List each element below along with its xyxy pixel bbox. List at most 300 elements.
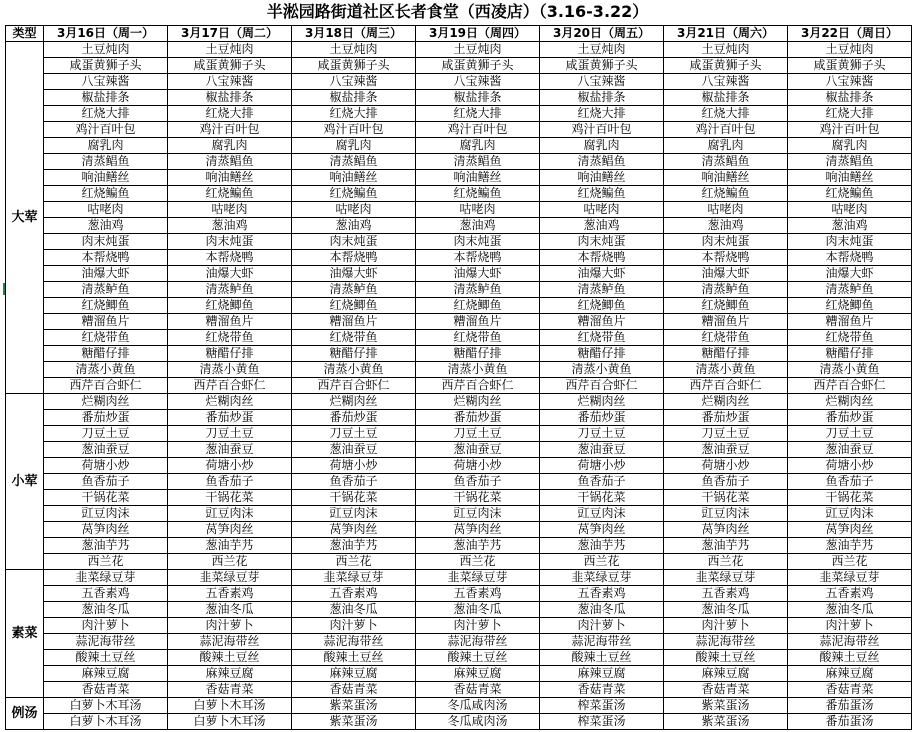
dish-cell: 清蒸鲈鱼 [416, 282, 540, 298]
dish-cell: 八宝辣酱 [416, 74, 540, 90]
dish-cell: 咕咾肉 [664, 202, 788, 218]
category-minor-meat: 小荤 [6, 394, 44, 570]
dish-cell: 糖醋仔排 [168, 346, 292, 362]
dish-cell: 莴笋肉丝 [292, 522, 416, 538]
dish-cell: 韭菜绿豆芽 [540, 570, 664, 586]
table-row [6, 522, 912, 538]
dish-cell: 刀豆土豆 [168, 426, 292, 442]
dish-cell: 咕咾肉 [416, 202, 540, 218]
dish-cell: 葱油冬瓜 [168, 602, 292, 618]
dish-cell: 葱油芋艿 [664, 538, 788, 554]
dish-cell: 肉汁萝卜 [44, 618, 168, 634]
dish-cell: 红烧带鱼 [788, 330, 912, 346]
dish-cell: 番茄炒蛋 [44, 410, 168, 426]
dish-cell: 红烧鳊鱼 [292, 186, 416, 202]
dish-cell: 红烧鳊鱼 [44, 186, 168, 202]
dish-cell: 荷塘小炒 [788, 458, 912, 474]
dish-cell: 番茄蛋汤 [788, 698, 912, 714]
dish-cell: 荷塘小炒 [416, 458, 540, 474]
table-row [6, 106, 912, 122]
table-row [6, 634, 912, 650]
dish-cell: 葱油鸡 [292, 218, 416, 234]
dish-cell: 土豆炖肉 [540, 42, 664, 58]
day-header: 3月17日（周二） [168, 26, 292, 42]
dish-cell: 葱油鸡 [168, 218, 292, 234]
dish-cell: 红烧带鱼 [44, 330, 168, 346]
dish-cell: 西芹百合虾仁 [664, 378, 788, 394]
dish-cell: 冬瓜咸肉汤 [416, 698, 540, 714]
dish-cell: 葱油冬瓜 [416, 602, 540, 618]
dish-cell: 清蒸小黄鱼 [664, 362, 788, 378]
dish-cell: 本帮烧鸭 [664, 250, 788, 266]
dish-cell: 五香素鸡 [416, 586, 540, 602]
dish-cell: 五香素鸡 [292, 586, 416, 602]
dish-cell: 干锅花菜 [168, 490, 292, 506]
dish-cell: 葱油芋艿 [292, 538, 416, 554]
dish-cell: 烂糊肉丝 [540, 394, 664, 410]
dish-cell: 葱油芋艿 [540, 538, 664, 554]
table-row [6, 314, 912, 330]
dish-cell: 红烧鲫鱼 [44, 298, 168, 314]
dish-cell: 紫菜蛋汤 [292, 714, 416, 730]
dish-cell: 五香素鸡 [788, 586, 912, 602]
dish-cell: 清蒸小黄鱼 [788, 362, 912, 378]
dish-cell: 肉末炖蛋 [664, 234, 788, 250]
dish-cell: 糟溜鱼片 [416, 314, 540, 330]
day-header: 3月19日（周四） [416, 26, 540, 42]
dish-cell: 西兰花 [664, 554, 788, 570]
dish-cell: 刀豆土豆 [664, 426, 788, 442]
dish-cell: 响油鳝丝 [292, 170, 416, 186]
table-row [6, 682, 912, 698]
dish-cell: 鸡汁百叶包 [788, 122, 912, 138]
dish-cell: 酸辣土豆丝 [168, 650, 292, 666]
dish-cell: 荷塘小炒 [44, 458, 168, 474]
dish-cell: 本帮烧鸭 [540, 250, 664, 266]
dish-cell: 白萝卜木耳汤 [44, 698, 168, 714]
dish-cell: 清蒸鲳鱼 [788, 154, 912, 170]
dish-cell: 红烧带鱼 [540, 330, 664, 346]
category-main-meat: 大荤 [6, 42, 44, 394]
dish-cell: 清蒸小黄鱼 [292, 362, 416, 378]
dish-cell: 油爆大虾 [540, 266, 664, 282]
dish-cell: 红烧带鱼 [416, 330, 540, 346]
table-row [6, 538, 912, 554]
dish-cell: 腐乳肉 [292, 138, 416, 154]
dish-cell: 清蒸小黄鱼 [540, 362, 664, 378]
dish-cell: 油爆大虾 [416, 266, 540, 282]
page-title: 半淞园路街道社区长者食堂（西凌店）（3.16-3.22） [266, 2, 649, 21]
dish-cell: 干锅花菜 [416, 490, 540, 506]
dish-cell: 葱油芋艿 [416, 538, 540, 554]
table-row [6, 490, 912, 506]
dish-cell: 八宝辣酱 [664, 74, 788, 90]
header-row [6, 26, 912, 42]
dish-cell: 咕咾肉 [44, 202, 168, 218]
dish-cell: 烂糊肉丝 [44, 394, 168, 410]
dish-cell: 鸡汁百叶包 [168, 122, 292, 138]
table-row [6, 138, 912, 154]
dish-cell: 麻辣豆腐 [788, 666, 912, 682]
dish-cell: 莴笋肉丝 [416, 522, 540, 538]
dish-cell: 本帮烧鸭 [416, 250, 540, 266]
dish-cell: 肉汁萝卜 [292, 618, 416, 634]
table-row [6, 570, 912, 586]
dish-cell: 红烧鲫鱼 [788, 298, 912, 314]
dish-cell: 红烧鳊鱼 [788, 186, 912, 202]
dish-cell: 葱油芋艿 [788, 538, 912, 554]
dish-cell: 鸡汁百叶包 [44, 122, 168, 138]
dish-cell: 蒜泥海带丝 [416, 634, 540, 650]
dish-cell: 酸辣土豆丝 [44, 650, 168, 666]
table-row [6, 714, 912, 730]
dish-cell: 椒盐排条 [168, 90, 292, 106]
dish-cell: 土豆炖肉 [44, 42, 168, 58]
table-row [6, 202, 912, 218]
table-row [6, 282, 912, 298]
dish-cell: 西兰花 [292, 554, 416, 570]
dish-cell: 西兰花 [416, 554, 540, 570]
dish-cell: 清蒸鲈鱼 [168, 282, 292, 298]
day-header: 3月22日（周日） [788, 26, 912, 42]
dish-cell: 葱油冬瓜 [788, 602, 912, 618]
dish-cell: 清蒸鲈鱼 [44, 282, 168, 298]
dish-cell: 蒜泥海带丝 [292, 634, 416, 650]
dish-cell: 五香素鸡 [540, 586, 664, 602]
dish-cell: 红烧大排 [44, 106, 168, 122]
dish-cell: 白萝卜木耳汤 [168, 714, 292, 730]
dish-cell: 土豆炖肉 [292, 42, 416, 58]
dish-cell: 糟溜鱼片 [788, 314, 912, 330]
dish-cell: 油爆大虾 [168, 266, 292, 282]
dish-cell: 红烧带鱼 [292, 330, 416, 346]
table-row [6, 250, 912, 266]
dish-cell: 八宝辣酱 [168, 74, 292, 90]
dish-cell: 红烧鲫鱼 [664, 298, 788, 314]
dish-cell: 蒜泥海带丝 [44, 634, 168, 650]
dish-cell: 香菇青菜 [168, 682, 292, 698]
dish-cell: 椒盐排条 [540, 90, 664, 106]
dish-cell: 肉汁萝卜 [540, 618, 664, 634]
dish-cell: 西芹百合虾仁 [168, 378, 292, 394]
dish-cell: 酸辣土豆丝 [664, 650, 788, 666]
dish-cell: 红烧鳊鱼 [168, 186, 292, 202]
dish-cell: 番茄炒蛋 [292, 410, 416, 426]
dish-cell: 麻辣豆腐 [44, 666, 168, 682]
table-row [6, 618, 912, 634]
dish-cell: 椒盐排条 [44, 90, 168, 106]
dish-cell: 糟溜鱼片 [44, 314, 168, 330]
dish-cell: 咕咾肉 [168, 202, 292, 218]
dish-cell: 油爆大虾 [44, 266, 168, 282]
dish-cell: 干锅花菜 [664, 490, 788, 506]
dish-cell: 葱油蚕豆 [416, 442, 540, 458]
dish-cell: 糖醋仔排 [664, 346, 788, 362]
dish-cell: 鸡汁百叶包 [664, 122, 788, 138]
table-row [6, 442, 912, 458]
dish-cell: 本帮烧鸭 [788, 250, 912, 266]
dish-cell: 葱油蚕豆 [540, 442, 664, 458]
table-row [6, 170, 912, 186]
dish-cell: 五香素鸡 [44, 586, 168, 602]
dish-cell: 豇豆肉沫 [292, 506, 416, 522]
dish-cell: 香菇青菜 [788, 682, 912, 698]
table-row [6, 378, 912, 394]
table-row [6, 666, 912, 682]
dish-cell: 鱼香茄子 [292, 474, 416, 490]
dish-cell: 紫菜蛋汤 [664, 698, 788, 714]
day-header: 3月21日（周六） [664, 26, 788, 42]
dish-cell: 肉末炖蛋 [416, 234, 540, 250]
dish-cell: 韭菜绿豆芽 [664, 570, 788, 586]
dish-cell: 本帮烧鸭 [44, 250, 168, 266]
dish-cell: 红烧大排 [788, 106, 912, 122]
dish-cell: 油爆大虾 [788, 266, 912, 282]
dish-cell: 咸蛋黄狮子头 [416, 58, 540, 74]
dish-cell: 响油鳝丝 [540, 170, 664, 186]
dish-cell: 葱油冬瓜 [664, 602, 788, 618]
dish-cell: 荷塘小炒 [168, 458, 292, 474]
dish-cell: 葱油冬瓜 [292, 602, 416, 618]
dish-cell: 清蒸小黄鱼 [416, 362, 540, 378]
table-row [6, 346, 912, 362]
dish-cell: 西兰花 [44, 554, 168, 570]
dish-cell: 西兰花 [540, 554, 664, 570]
dish-cell: 豇豆肉沫 [540, 506, 664, 522]
dish-cell: 葱油鸡 [44, 218, 168, 234]
dish-cell: 红烧带鱼 [664, 330, 788, 346]
dish-cell: 番茄炒蛋 [540, 410, 664, 426]
dish-cell: 豇豆肉沫 [788, 506, 912, 522]
day-header: 3月20日（周五） [540, 26, 664, 42]
dish-cell: 腐乳肉 [44, 138, 168, 154]
dish-cell: 清蒸小黄鱼 [44, 362, 168, 378]
dish-cell: 糖醋仔排 [788, 346, 912, 362]
dish-cell: 糟溜鱼片 [292, 314, 416, 330]
dish-cell: 麻辣豆腐 [664, 666, 788, 682]
dish-cell: 红烧鲫鱼 [540, 298, 664, 314]
dish-cell: 豇豆肉沫 [168, 506, 292, 522]
dish-cell: 土豆炖肉 [168, 42, 292, 58]
table-row [6, 42, 912, 58]
dish-cell: 鸡汁百叶包 [416, 122, 540, 138]
dish-cell: 葱油蚕豆 [664, 442, 788, 458]
dish-cell: 莴笋肉丝 [788, 522, 912, 538]
dish-cell: 椒盐排条 [416, 90, 540, 106]
dish-cell: 红烧鲫鱼 [168, 298, 292, 314]
table-row [6, 58, 912, 74]
dish-cell: 葱油鸡 [788, 218, 912, 234]
table-row [6, 394, 912, 410]
dish-cell: 西芹百合虾仁 [292, 378, 416, 394]
dish-cell: 咸蛋黄狮子头 [788, 58, 912, 74]
dish-cell: 烂糊肉丝 [292, 394, 416, 410]
day-header: 3月16日（周一） [44, 26, 168, 42]
dish-cell: 西芹百合虾仁 [540, 378, 664, 394]
dish-cell: 椒盐排条 [292, 90, 416, 106]
dish-cell: 韭菜绿豆芽 [168, 570, 292, 586]
dish-cell: 响油鳝丝 [416, 170, 540, 186]
dish-cell: 腐乳肉 [664, 138, 788, 154]
dish-cell: 糖醋仔排 [292, 346, 416, 362]
dish-cell: 八宝辣酱 [44, 74, 168, 90]
dish-cell: 咸蛋黄狮子头 [168, 58, 292, 74]
table-row [6, 122, 912, 138]
dish-cell: 香菇青菜 [416, 682, 540, 698]
dish-cell: 红烧大排 [292, 106, 416, 122]
dish-cell: 清蒸鲳鱼 [416, 154, 540, 170]
dish-cell: 刀豆土豆 [292, 426, 416, 442]
dish-cell: 烂糊肉丝 [788, 394, 912, 410]
dish-cell: 麻辣豆腐 [168, 666, 292, 682]
dish-cell: 干锅花菜 [540, 490, 664, 506]
dish-cell: 清蒸鲈鱼 [292, 282, 416, 298]
table-row [6, 362, 912, 378]
dish-cell: 葱油蚕豆 [788, 442, 912, 458]
dish-cell: 葱油冬瓜 [44, 602, 168, 618]
dish-cell: 番茄炒蛋 [664, 410, 788, 426]
dish-cell: 红烧大排 [540, 106, 664, 122]
dish-cell: 葱油芋艿 [168, 538, 292, 554]
dish-cell: 麻辣豆腐 [416, 666, 540, 682]
table-row [6, 186, 912, 202]
table-row [6, 586, 912, 602]
dish-cell: 八宝辣酱 [292, 74, 416, 90]
dish-cell: 西芹百合虾仁 [44, 378, 168, 394]
dish-cell: 五香素鸡 [168, 586, 292, 602]
dish-cell: 韭菜绿豆芽 [292, 570, 416, 586]
dish-cell: 莴笋肉丝 [664, 522, 788, 538]
dish-cell: 糖醋仔排 [44, 346, 168, 362]
dish-cell: 酸辣土豆丝 [292, 650, 416, 666]
dish-cell: 香菇青菜 [44, 682, 168, 698]
dish-cell: 白萝卜木耳汤 [168, 698, 292, 714]
dish-cell: 葱油蚕豆 [168, 442, 292, 458]
table-row [6, 506, 912, 522]
dish-cell: 豇豆肉沫 [416, 506, 540, 522]
dish-cell: 番茄炒蛋 [168, 410, 292, 426]
dish-cell: 肉汁萝卜 [416, 618, 540, 634]
dish-cell: 莴笋肉丝 [44, 522, 168, 538]
table-row [6, 266, 912, 282]
table-row [6, 298, 912, 314]
table-row [6, 554, 912, 570]
dish-cell: 肉末炖蛋 [788, 234, 912, 250]
dish-cell: 清蒸鲳鱼 [44, 154, 168, 170]
dish-cell: 冬瓜咸肉汤 [416, 714, 540, 730]
dish-cell: 葱油鸡 [540, 218, 664, 234]
dish-cell: 糖醋仔排 [540, 346, 664, 362]
dish-cell: 肉末炖蛋 [44, 234, 168, 250]
table-row [6, 458, 912, 474]
dish-cell: 肉末炖蛋 [540, 234, 664, 250]
dish-cell: 香菇青菜 [540, 682, 664, 698]
dish-cell: 清蒸鲳鱼 [664, 154, 788, 170]
dish-cell: 椒盐排条 [664, 90, 788, 106]
dish-cell: 咕咾肉 [788, 202, 912, 218]
dish-cell: 烂糊肉丝 [168, 394, 292, 410]
dish-cell: 紫菜蛋汤 [292, 698, 416, 714]
dish-cell: 红烧鳊鱼 [664, 186, 788, 202]
dish-cell: 土豆炖肉 [788, 42, 912, 58]
dish-cell: 榨菜蛋汤 [540, 714, 664, 730]
dish-cell: 咕咾肉 [292, 202, 416, 218]
dish-cell: 咸蛋黄狮子头 [664, 58, 788, 74]
dish-cell: 干锅花菜 [44, 490, 168, 506]
dish-cell: 白萝卜木耳汤 [44, 714, 168, 730]
table-row [6, 410, 912, 426]
dish-cell: 刀豆土豆 [44, 426, 168, 442]
dish-cell: 咸蛋黄狮子头 [44, 58, 168, 74]
dish-cell: 肉末炖蛋 [168, 234, 292, 250]
weekly-menu-table [5, 25, 912, 730]
dish-cell: 红烧鲫鱼 [416, 298, 540, 314]
dish-cell: 清蒸鲈鱼 [664, 282, 788, 298]
dish-cell: 葱油蚕豆 [292, 442, 416, 458]
dish-cell: 清蒸鲳鱼 [540, 154, 664, 170]
dish-cell: 油爆大虾 [292, 266, 416, 282]
dish-cell: 刀豆土豆 [416, 426, 540, 442]
dish-cell: 腐乳肉 [416, 138, 540, 154]
dish-cell: 鱼香茄子 [540, 474, 664, 490]
dish-cell: 八宝辣酱 [540, 74, 664, 90]
dish-cell: 番茄炒蛋 [788, 410, 912, 426]
dish-cell: 鸡汁百叶包 [292, 122, 416, 138]
dish-cell: 干锅花菜 [292, 490, 416, 506]
day-header: 3月18日（周三） [292, 26, 416, 42]
dish-cell: 西芹百合虾仁 [416, 378, 540, 394]
dish-cell: 红烧带鱼 [168, 330, 292, 346]
category-vegetable: 素菜 [6, 570, 44, 698]
dish-cell: 韭菜绿豆芽 [416, 570, 540, 586]
dish-cell: 五香素鸡 [664, 586, 788, 602]
dish-cell: 荷塘小炒 [292, 458, 416, 474]
dish-cell: 红烧大排 [168, 106, 292, 122]
dish-cell: 香菇青菜 [292, 682, 416, 698]
dish-cell: 油爆大虾 [664, 266, 788, 282]
dish-cell: 清蒸鲳鱼 [168, 154, 292, 170]
menu-body [6, 42, 912, 730]
dish-cell: 糟溜鱼片 [168, 314, 292, 330]
dish-cell: 响油鳝丝 [788, 170, 912, 186]
dish-cell: 蒜泥海带丝 [788, 634, 912, 650]
dish-cell: 麻辣豆腐 [292, 666, 416, 682]
dish-cell: 鸡汁百叶包 [540, 122, 664, 138]
category-soup: 例汤 [6, 698, 44, 730]
dish-cell: 糟溜鱼片 [664, 314, 788, 330]
dish-cell: 莴笋肉丝 [540, 522, 664, 538]
table-row [6, 650, 912, 666]
dish-cell: 麻辣豆腐 [540, 666, 664, 682]
dish-cell: 葱油鸡 [416, 218, 540, 234]
dish-cell: 蒜泥海带丝 [664, 634, 788, 650]
type-header: 类型 [6, 26, 44, 42]
dish-cell: 响油鳝丝 [168, 170, 292, 186]
dish-cell: 酸辣土豆丝 [788, 650, 912, 666]
dish-cell: 土豆炖肉 [664, 42, 788, 58]
table-row [6, 218, 912, 234]
dish-cell: 红烧鲫鱼 [292, 298, 416, 314]
dish-cell: 咸蛋黄狮子头 [540, 58, 664, 74]
dish-cell: 葱油蚕豆 [44, 442, 168, 458]
dish-cell: 鱼香茄子 [788, 474, 912, 490]
dish-cell: 清蒸小黄鱼 [168, 362, 292, 378]
dish-cell: 腐乳肉 [540, 138, 664, 154]
table-row [6, 426, 912, 442]
dish-cell: 韭菜绿豆芽 [788, 570, 912, 586]
dish-cell: 干锅花菜 [788, 490, 912, 506]
dish-cell: 响油鳝丝 [664, 170, 788, 186]
